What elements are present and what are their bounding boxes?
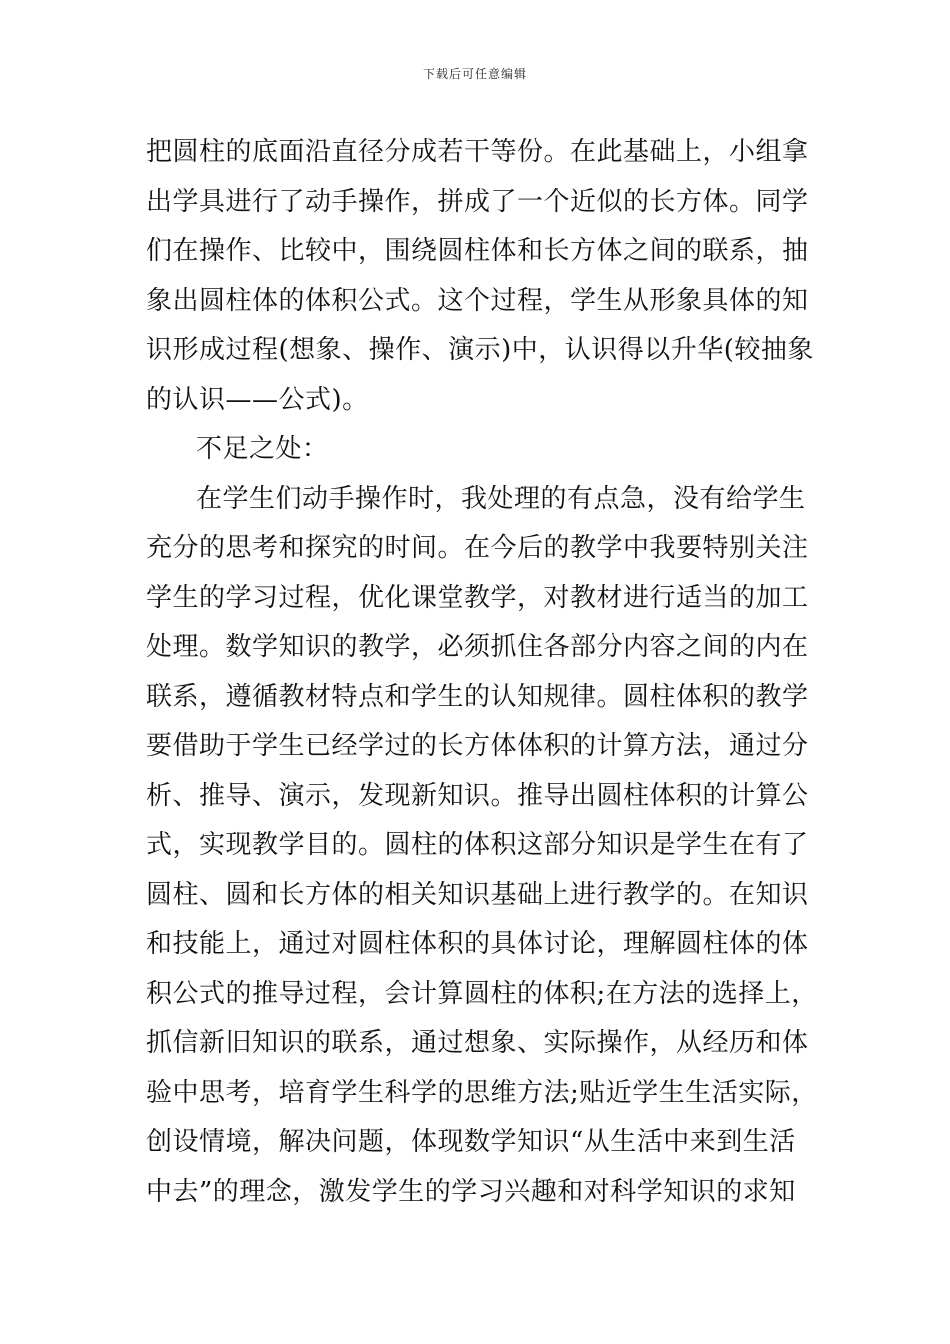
text-line-8: 在学生们动手操作时，我处理的有点急，没有给学生: [196, 483, 806, 514]
page-header: 下载后可任意编辑: [422, 67, 527, 81]
text-line-16: 圆柱、圆和长方体的相关知识基础上进行教学的。在知识: [146, 879, 809, 910]
text-line-15: 式，实现教学目的。圆柱的体积这部分知识是学生在有了: [146, 830, 809, 860]
text-line-6: 的认识——公式)。: [146, 384, 369, 415]
text-line-22: 中去”的理念，激发学生的学习兴趣和对科学知识的求知: [146, 1176, 796, 1207]
text-line-12: 联系，遵循教材特点和学生的认知规律。圆柱体积的教学: [146, 681, 809, 712]
text-line-11: 处理。数学知识的教学，必须抓住各部分内容之间的内在: [146, 632, 809, 662]
text-line-5: 识形成过程(想象、操作、演示)中，认识得以升华(较抽象: [146, 335, 814, 365]
text-line-18: 积公式的推导过程，会计算圆柱的体积;在方法的选择上，: [146, 978, 818, 1009]
document-body: [146, 128, 818, 1217]
text-line-20: 验中思考，培育学生科学的思维方法;贴近学生生活实际，: [146, 1077, 818, 1108]
text-line-1: 把圆柱的底面沿直径分成若干等份。在此基础上，小组拿: [146, 137, 809, 167]
text-line-10: 学生的学习过程，优化课堂教学，对教材进行适当的加工: [146, 582, 809, 613]
text-line-17: 和技能上，通过对圆柱体积的具体讨论，理解圆柱体的体: [146, 929, 809, 959]
section-heading-shortcomings: 不足之处：: [196, 434, 329, 464]
text-line-21: 创设情境，解决问题，体现数学知识“从生活中来到生活: [146, 1127, 796, 1157]
text-line-4: 象出圆柱体的体积公式。这个过程，学生从形象具体的知: [146, 285, 809, 316]
text-line-19: 抓信新旧知识的联系，通过想象、实际操作，从经历和体: [146, 1028, 809, 1058]
text-line-3: 们在操作、比较中，围绕圆柱体和长方体之间的联系，抽: [146, 236, 809, 266]
text-line-13: 要借助于学生已经学过的长方体体积的计算方法，通过分: [146, 731, 809, 761]
text-line-14: 析、推导、演示，发现新知识。推导出圆柱体积的计算公: [146, 780, 809, 811]
text-line-2: 出学具进行了动手操作，拼成了一个近似的长方体。同学: [146, 186, 809, 217]
text-line-9: 充分的思考和探究的时间。在今后的教学中我要特别关注: [146, 533, 809, 563]
